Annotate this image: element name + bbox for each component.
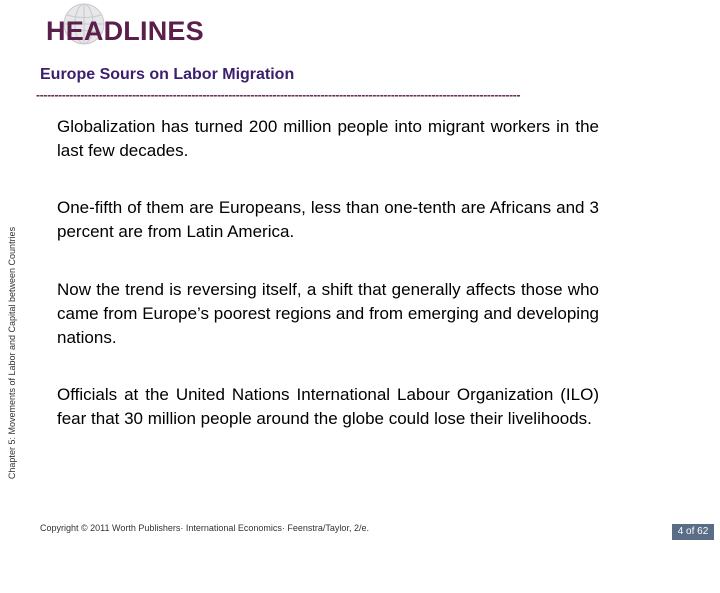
page-number-badge: 4 of 62: [672, 524, 714, 540]
headline-subtitle: Europe Sours on Labor Migration: [40, 66, 295, 83]
paragraph-3: Now the trend is reversing itself, a shift that generally affects those who came from Europe’s poorest regions and from emerging and developing nations.: [57, 280, 599, 347]
copyright-text: Copyright © 2011 Worth Publishers· International Economics· Feenstra/Taylor, 2/e.: [40, 523, 369, 533]
page-title: HEADLINES: [46, 16, 204, 46]
dashed-divider: -----------------------------------------------------------------------------------------------------------------------------------: [36, 90, 521, 100]
paragraph-1: Globalization has turned 200 million people into migrant workers in the last few decades.: [57, 117, 599, 160]
chapter-side-label: Chapter 5: Movements of Labor and Capital between Countries: [7, 226, 17, 480]
paragraph-2: One-fifth of them are Europeans, less than one-tenth are Africans and 3 percent are from Latin America.: [57, 198, 599, 241]
paragraph-4: Officials at the United Nations International Labour Organization (ILO) fear that 30 million people around the globe could lose their livelihoods.: [57, 385, 599, 428]
